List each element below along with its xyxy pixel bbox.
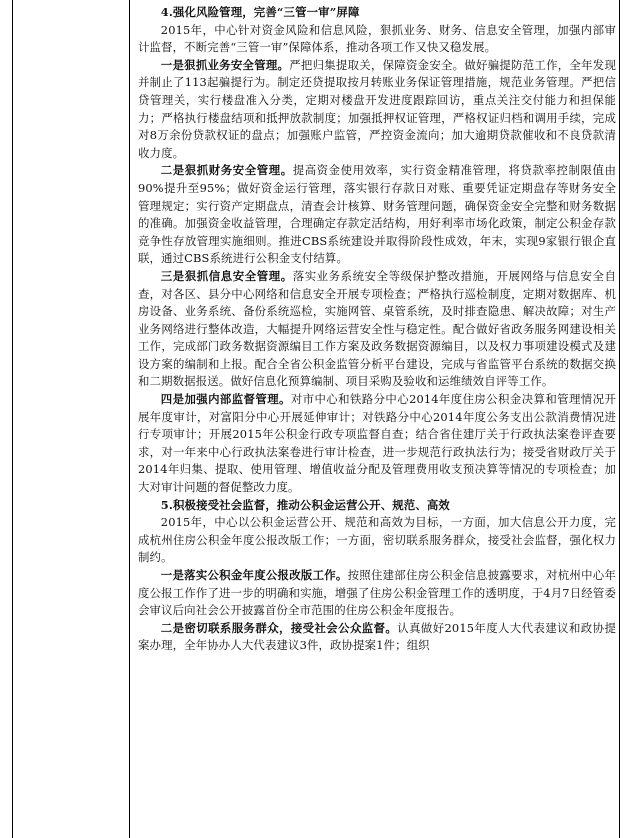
paragraph [138,567,616,620]
paragraph-text: 认真做好2015年度人大代表建议和政协提案办理，全年协办人大代表建议3件，政协提案1件；组织 [138,620,616,653]
paragraph-text: 按照住建部住房公积金信息披露要求，对杭州中心年度公报工作作了进一步的明确和实施，增强了住房公积金管理工作的透明度，于4月7日经管委会审议后向社会公开披露首份全市范围的住房公积金年度报告。 [138,568,617,618]
paragraph-text: 2015年，中心以公积金运营公开、规范和高效为目标，一方面，加大信息公开力度，完成杭州住房公积金年度公报改版工作；一方面，密切联系服务群众，接受社会监督，强化权力制约。 [138,515,616,565]
paragraph [138,620,616,655]
paragraph [138,268,616,391]
paragraph-lead: 二是密切联系服务群众，接受社会公众监督。 [160,620,398,635]
paragraph-text: 提高资金使用效率，实行资金精准管理，将贷款率控制限值由90%提升至95%；做好资金运行管理，落实银行存款日对账、重要凭证定期盘存等财务安全管理规定；实行资产定期盘点，清查会计核算、财务管理问题，确保资金安全完整和财务数据的准确。加强资金收益管理，合理确定存款定活结构，用好利率市场化政策，制定公积金存款竞争性存放管理实施细则。推进CBS系统建设并取得阶段性成效，年末，实现9家银行银企直联，通过CBS系统进行公积金支付结算。 [138,163,616,266]
paragraph [138,162,616,268]
paragraph-lead: 二是狠抓财务安全管理。 [160,163,293,178]
table-left-column [12,0,130,838]
paragraph [138,514,616,567]
section-heading: 4.强化风险管理，完善“三管一审”屏障 [160,5,360,19]
paragraph-text: 2015年，中心针对资金风险和信息风险，狠抓业务、财务、信息安全管理，加强内部审计监督，不断完善“三管一审”保障体系，推动各项工作又快又稳发展。 [138,22,616,55]
paragraph-text: 对市中心和铁路分中心2014年度住房公积金决算和管理情况开展年度审计，对富阳分中心开展延伸审计；对铁路分中心2014年度公务支出公款消费情况进行专项审计；开展2015年公积金行政专项监督自查；结合省住建厅关于行政执法案卷评查要求，对一年来中心行政执法案卷进行审计检查，进一步规范行政执法行为；接受省财政厅关于2014年归集、提取、使用管理、增值收益分配及管理费用收支预决算等情况的专项检查；加大对审计问题的督促整改力度。 [138,392,616,495]
paragraph-lead: 三是狠抓信息安全管理。 [160,268,293,283]
paragraph-lead: 一是狠抓业务安全管理。 [160,57,290,72]
table-right-border [619,0,620,838]
paragraph-lead: 一是落实公积金年度公报改版工作。 [160,568,348,582]
document-body [138,4,616,655]
paragraph-text: 落实业务系统安全等级保护整改措施，开展网络与信息安全自查，对各区、县分中心网络和信息安全开展专项检查；严格执行巡检制度，定期对数据库、机房设备、业务系统、备份系统巡检，实施网管、桌管系统，及时排查隐患、解决故障；对生产业务网络进行整体改造，大幅提升网络运营安全性与稳定性。配合做好省政务服务网建设相关工作，完成部门政务数据资源编目工作方案及政务数据资源编目，以及权力事项建设模式及建设方案的编制和上报。配合全省公积金监管分析平台建设，完成与省监管平台系统的数据交换和二期数据报送。做好信息化预算编制、项目采购及验收和运维绩效自评等工作。 [138,268,616,389]
paragraph [138,391,616,497]
paragraph [138,22,616,57]
paragraph [138,57,616,163]
paragraph-lead: 四是加强内部监督管理。 [160,392,291,407]
paragraph-text: 严把归集提取关，保障资金安全。做好骗提防范工作，全年发现并制止了113起骗提行为。制定还贷提取按月转账业务保证管理措施，规范业务管理。严把信贷管理关，实行楼盘准入分类，定期对楼盘开发进度跟踪回访，重点关注交付能力和担保能力；严格执行楼盘结项和抵押放款制度；加强抵押权证管理，严格权证归档和调用手续，完成对8万余份贷款权证的盘点；加强账户监管，严控资金流向；加大逾期贷款催收和不良贷款清收力度。 [138,57,617,160]
section-heading: 5.积极接受社会监督，推动公积金运营公开、规范、高效 [160,497,450,512]
